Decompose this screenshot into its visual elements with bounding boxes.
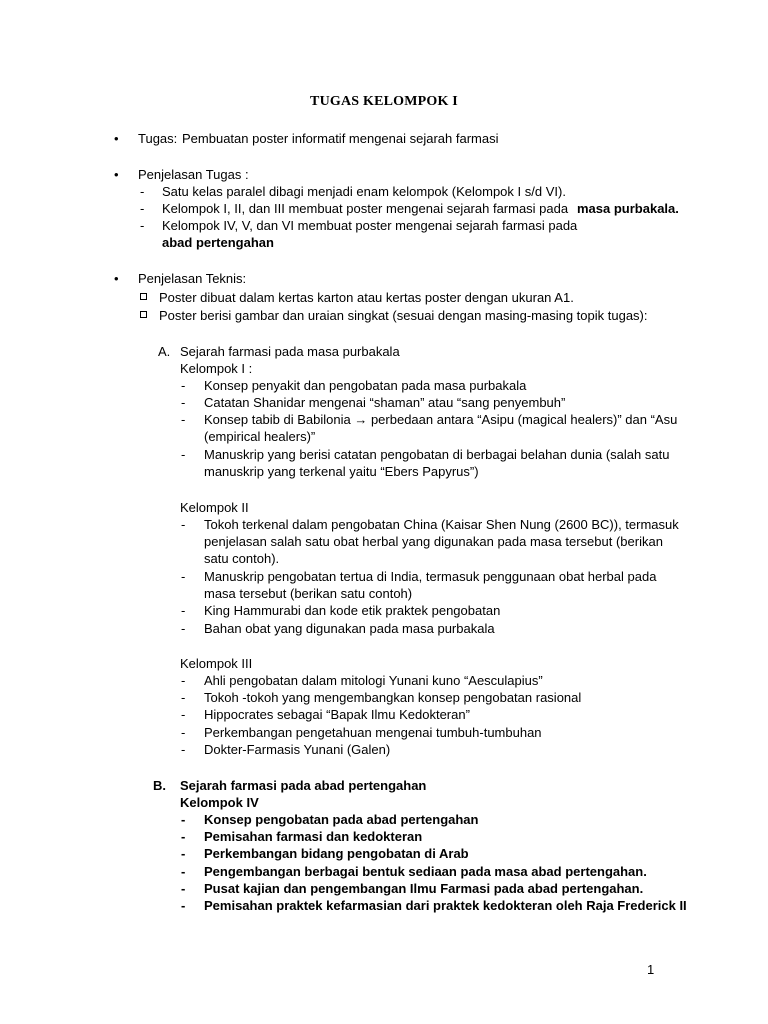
list-item-continuation: (empirical healers)” bbox=[204, 429, 316, 444]
kelompok-i-heading: Kelompok I : bbox=[180, 361, 253, 376]
list-item: Poster berisi gambar dan uraian singkat (sesuai dengan masing-masing topik tugas): bbox=[0, 307, 768, 324]
list-item-continuation: penjelasan salah satu obat herbal yang digunakan pada masa tersebut (berikan bbox=[204, 534, 663, 549]
list-item-continuation: manuskrip yang terkenal yaitu “Ebers Papyrus”) bbox=[204, 464, 479, 479]
list-item: Poster dibuat dalam kertas karton atau kertas poster dengan ukuran A1. bbox=[0, 289, 768, 306]
square-bullet-icon bbox=[140, 293, 147, 300]
penjelasan-teknis-heading: Penjelasan Teknis: bbox=[138, 271, 247, 286]
kelompok-iv-heading: Kelompok IV bbox=[180, 795, 259, 810]
penjelasan-tugas-heading: Penjelasan Tugas : bbox=[138, 167, 249, 182]
bullet-icon: • bbox=[114, 167, 119, 182]
page-title: TUGAS KELOMPOK I bbox=[310, 94, 458, 109]
tugas-label: Tugas: bbox=[138, 131, 178, 146]
kelompok-iii-heading: Kelompok III bbox=[180, 656, 253, 671]
kelompok-ii-heading: Kelompok II bbox=[180, 500, 249, 515]
list-item-continuation: masa tersebut (berikan satu contoh) bbox=[204, 586, 413, 601]
tugas-text: Pembuatan poster informatif mengenai sejarah farmasi bbox=[182, 131, 499, 146]
bullet-icon: • bbox=[114, 131, 119, 146]
square-bullet-icon bbox=[140, 311, 147, 318]
bullet-icon: • bbox=[114, 271, 119, 286]
list-item-continuation: satu contoh). bbox=[204, 551, 280, 566]
page-number: 1 bbox=[647, 962, 655, 977]
